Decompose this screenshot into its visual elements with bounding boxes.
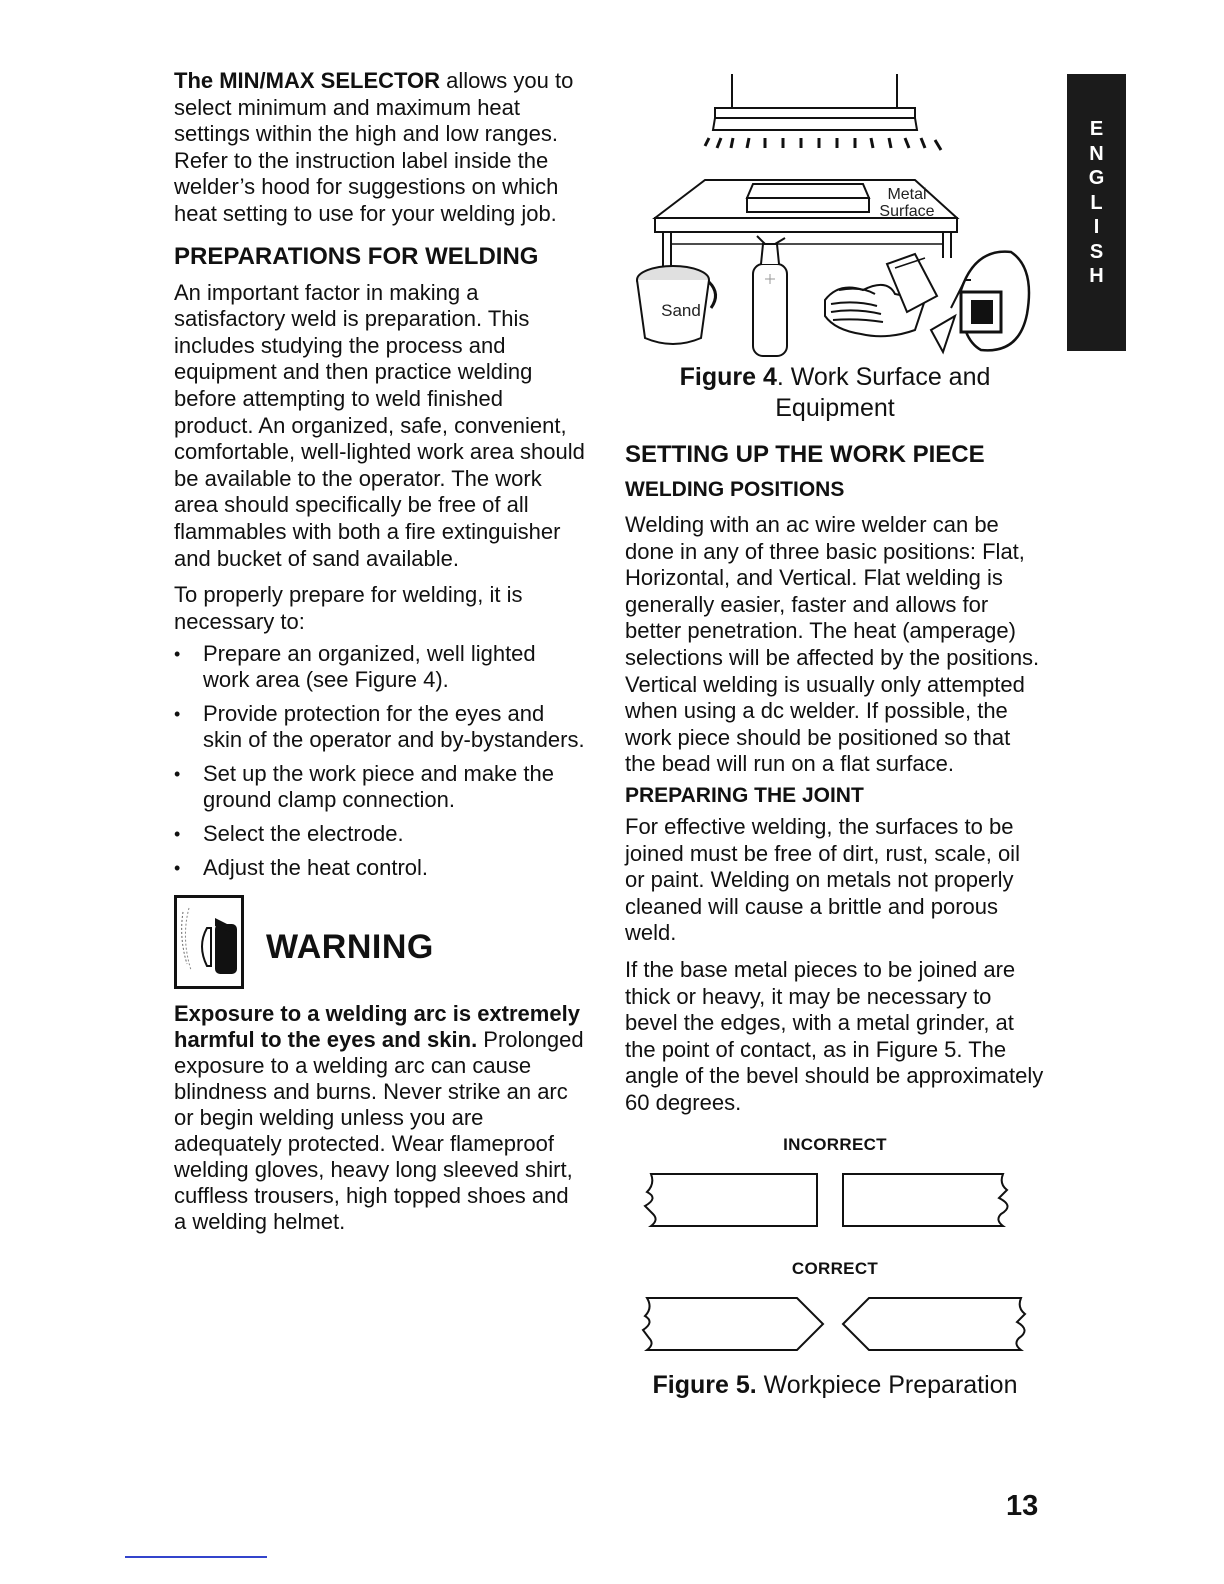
preparation-paragraph: An important factor in making a satisfactory weld is preparation. This includes studying the process and equipment and then practice welding before attempting to weld finished product. An organized, safe, convenient, comfortable, well-lighted work area should be available to the operator. The work area should specifically be free of all flammables with both a fire extinguisher and bucket of sand available. <box>174 279 585 571</box>
list-item: • Prepare an organized, well lighted work area (see Figure 4). <box>174 641 586 693</box>
figure-5-caption: Figure 5. Workpiece Preparation <box>652 1371 1018 1400</box>
page-number: 13 <box>1006 1490 1039 1522</box>
figure-4 <box>625 68 1045 358</box>
left-column <box>174 68 586 1235</box>
right-column <box>625 68 1045 1401</box>
warning-title: WARNING <box>266 928 434 967</box>
setting-up-heading: SETTING UP THE WORK PIECE <box>625 441 985 468</box>
work-surface-illustration <box>625 68 1045 358</box>
warning-block <box>174 895 586 991</box>
list-item: • Provide protection for the eyes and skin of the operator and by-bystanders. <box>174 701 586 753</box>
min-max-paragraph: The MIN/MAX SELECTOR allows you to select minimum and maximum heat settings within the high and low ranges. Refer to the instruction label inside the welder’s hood for suggestions on which heat setting to use for your welding job. <box>174 68 574 226</box>
metal-label: Metal <box>887 186 927 203</box>
preparation-list <box>174 641 586 881</box>
list-item: • Set up the work piece and make the ground clamp connection. <box>174 761 586 813</box>
correct-label: CORRECT <box>791 1259 879 1279</box>
welding-helmet-icon <box>174 895 244 989</box>
welding-positions-text: Welding with an ac wire welder can be done in any of three basic positions: Flat, Horizontal, and Vertical. Flat welding is generally easier, faster and allows for better penetration. The heat (amperage) selections will be affected by the positions. Vertical welding is usually only attempted when using a dc welder. If possible, the work piece should be positioned so that the bead will run on a flat surface. <box>625 512 1040 777</box>
preparations-heading: PREPARATIONS FOR WELDING <box>174 242 539 270</box>
list-item: • Select the electrode. <box>174 821 586 847</box>
incorrect-joint-diagram <box>625 1160 1045 1240</box>
incorrect-label: INCORRECT <box>783 1135 887 1155</box>
surface-label: Surface <box>879 203 935 220</box>
figure-5 <box>625 1134 1045 1401</box>
bevel-text: If the base metal pieces to be joined are thick or heavy, it may be necessary to bevel the edges, with a metal grinder, at the point of contact, as in Figure 5. The angle of the bevel should be approximately 60 degrees. <box>625 956 1044 1115</box>
necessary-paragraph: To properly prepare for welding, it is necessary to: <box>174 582 523 634</box>
warning-text: Exposure to a welding arc is extremely harmful to the eyes and skin. Prolonged exposure to a welding arc can cause blindness and burns. Never strike an arc or begin welding unless you are adequately protected. Wear flameproof welding gloves, heavy long sleeved shirt, cuffless trousers, high topped shoes and a welding helmet. <box>174 1001 584 1235</box>
preparing-joint-heading: PREPARING THE JOINT <box>625 783 864 807</box>
correct-joint-diagram <box>625 1284 1045 1364</box>
list-item: • Adjust the heat control. <box>174 855 586 881</box>
language-tab: E N G L I S H <box>1067 74 1126 351</box>
welding-positions-heading: WELDING POSITIONS <box>625 478 845 501</box>
footer-rule <box>125 1556 267 1558</box>
min-max-term: The MIN/MAX SELECTOR <box>174 68 441 93</box>
figure-4-caption: Figure 4. Work Surface and Equipment <box>679 363 991 422</box>
preparing-joint-text: For effective welding, the surfaces to be joined must be free of dirt, rust, scale, oil or paint. Welding on metals not properly cleaned will cause a brittle and porous weld. <box>625 813 1020 946</box>
sand-label: Sand <box>661 301 701 320</box>
